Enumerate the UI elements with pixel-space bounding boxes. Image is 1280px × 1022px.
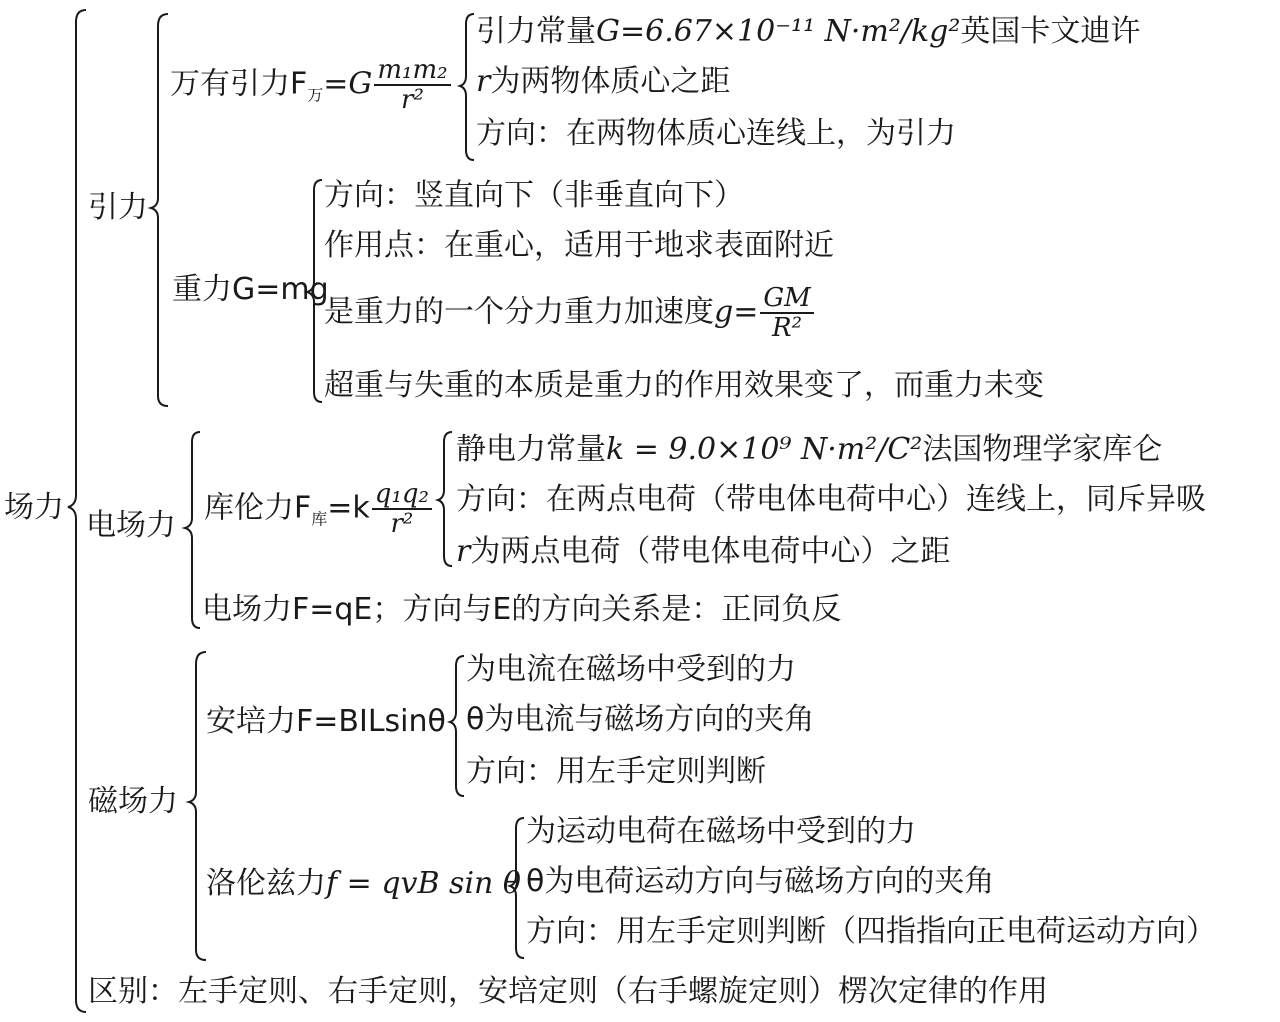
electric-label: 电场力: [86, 508, 176, 543]
root-label: 场力: [4, 490, 64, 525]
weight-direction-line: 方向：竖直向下（非垂直向下）: [324, 178, 744, 213]
ampere-item-2: θ为电流与磁场方向的夹角: [466, 702, 815, 737]
root-brace: [68, 10, 86, 1012]
ampere-brace: [450, 656, 464, 796]
coulomb-brace: [438, 432, 452, 566]
gravity-direction-line: 方向：在两物体质心连线上，为引力: [476, 116, 956, 151]
gravity-brace: [151, 14, 168, 406]
weight-label: 重力G=mg: [172, 272, 329, 307]
ampere-formula: 安培力F=BILsinθ: [206, 704, 446, 739]
ampere-item-1: 为电流在磁场中受到的力: [466, 652, 796, 687]
coulomb-fraction: $\frac{\text{q₁q₂}}{\text{r²}}$: [372, 480, 432, 538]
coulomb-distance-line: r为两点电荷（带电体电荷中心）之距: [456, 534, 951, 569]
gravity-label: 引力: [88, 190, 148, 225]
magnetic-brace: [189, 652, 206, 960]
electric-field-force-line: 电场力F=qE；方向与E的方向关系是：正同负反: [202, 592, 842, 627]
acceleration-fraction: $\frac{GM}{\text{R²}}$: [760, 284, 813, 342]
magnetic-label: 磁场力: [88, 784, 178, 819]
universal-brace: [460, 14, 474, 160]
lorentz-item-1: 为运动电荷在磁场中受到的力: [526, 814, 916, 849]
gravity-distance-line: r为两物体质心之距: [476, 64, 731, 99]
distinction-footer: 区别：左手定则、右手定则，安培定则（右手螺旋定则）楞次定律的作用: [88, 974, 1048, 1009]
lorentz-formula: 洛伦兹力f = qvB sin θ: [206, 866, 521, 901]
weight-overweight-line: 超重与失重的本质是重力的作用效果变了，而重力未变: [324, 368, 1044, 403]
lorentz-item-3: 方向：用左手定则判断（四指指向正电荷运动方向）: [526, 914, 1216, 949]
weight-point-line: 作用点：在重心，适用于地求表面附近: [324, 228, 834, 263]
electric-brace: [185, 432, 200, 628]
weight-acceleration-line: 是重力的一个分力重力加速度g= $\frac{GM}{\text{R²}}$: [324, 284, 816, 342]
coulomb-constant-line: 静电力常量k = 9.0×10⁹ N·m²/C²法国物理学家库仑: [456, 432, 1163, 467]
universal-fraction: $\frac{\text{m₁m₂}}{\text{r²}}$: [374, 56, 450, 114]
ampere-item-3: 方向：用左手定则判断: [466, 754, 766, 789]
coulomb-formula: 库伦力$F_库=k$ $\frac{\text{q₁q₂}}{\text{r²}}$: [204, 480, 434, 538]
universal-gravitation-formula: 万有引力$F_万=G$ $\frac{\text{m₁m₂}}{\text{r²}}$: [170, 56, 453, 114]
lorentz-item-2: θ为电荷运动方向与磁场方向的夹角: [526, 864, 995, 899]
gravity-constant-line: 引力常量G=6.67×10⁻¹¹ N·m²/kg²英国卡文迪许: [476, 14, 1141, 49]
coulomb-direction-line: 方向：在两点电荷（带电体电荷中心）连线上，同斥异吸: [456, 482, 1206, 517]
